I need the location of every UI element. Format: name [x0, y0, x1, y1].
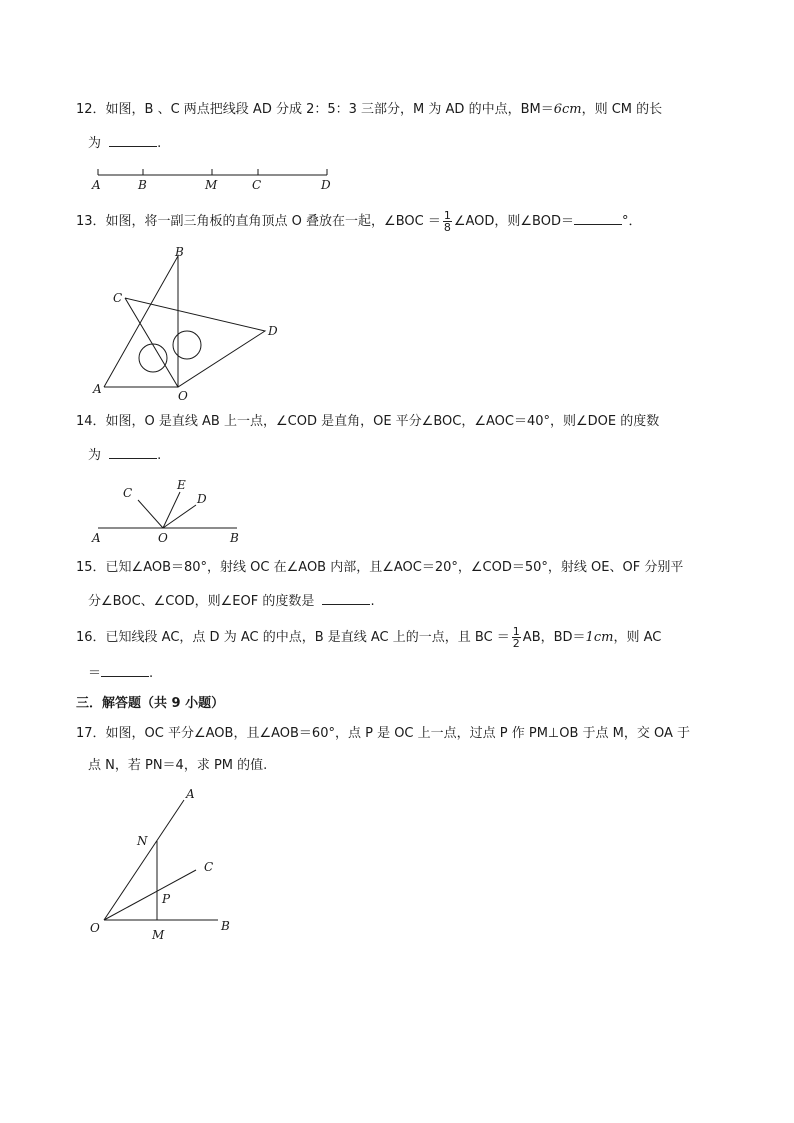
q16-fraction: $\frac{1}{2}$ — [512, 625, 520, 650]
q14-label-o: O — [158, 531, 168, 545]
q14-label-d: D — [197, 492, 207, 506]
q14-label-e: E — [177, 478, 186, 492]
q13-label-d: D — [268, 324, 278, 338]
q17-ray-oa — [104, 800, 184, 920]
q12-label-d: D — [321, 178, 331, 192]
q17-ray-oc — [104, 870, 196, 920]
q12-line1: 12．如图，B 、C 两点把线段 AD 分成 2：5：3 三部分，M 为 AD 的中点，BM＝6cm，则 CM 的长 — [76, 102, 663, 117]
q15-line1: 15．已知∠AOB＝80°，射线 OC 在∠AOB 内部，且∠AOC＝20°，∠COD＝50°，射线 OE、OF 分别平 — [76, 560, 684, 575]
q17-label-a: A — [186, 787, 195, 801]
q12-line2: 为 . — [88, 132, 161, 154]
q13-label-a: A — [93, 382, 102, 396]
q14-label-b: B — [230, 531, 239, 545]
q12-label-a: A — [92, 178, 101, 192]
q17-label-p: P — [162, 892, 171, 906]
q15-line2: 分∠BOC、∠COD，则∠EOF 的度数是 . — [88, 590, 375, 612]
q14-label-a: A — [92, 531, 101, 545]
q17-label-m: M — [152, 928, 165, 942]
q13-label-c: C — [113, 291, 123, 305]
section-heading: 三．解答题（共 9 小题） — [76, 696, 225, 711]
q17-line2: 点 N，若 PN＝4，求 PM 的值. — [88, 758, 268, 773]
q17-label-b: B — [221, 919, 230, 933]
q17-label-n: N — [137, 834, 148, 848]
q12-label-m: M — [205, 178, 218, 192]
q14-line2: 为 . — [88, 444, 161, 466]
q13-line: 13．如图，将一副三角板的直角顶点 O 叠放在一起，∠BOC ＝ $\frac{1}{8}$ ∠AOD，则∠BOD＝ °． — [76, 209, 642, 234]
q12-label-b: B — [138, 178, 147, 192]
q13-label-b: B — [175, 245, 184, 259]
q14-label-c: C — [123, 486, 133, 500]
q12-label-c: C — [252, 178, 262, 192]
q16-line1: 16．已知线段 AC，点 D 为 AC 的中点，B 是直线 AC 上的一点，且 BC ＝ $\frac{1}{2}$ AB，BD＝1cm，则 AC — [76, 625, 662, 650]
q16-line2: ＝ . — [88, 662, 153, 684]
q13-fraction: $\frac{1}{8}$ — [443, 209, 451, 234]
q17-label-o: O — [90, 921, 100, 935]
q14-line1: 14．如图，O 是直线 AB 上一点，∠COD 是直角，OE 平分∠BOC，∠AOC＝40°，则∠DOE 的度数 — [76, 414, 660, 429]
q17-label-c: C — [204, 860, 214, 874]
q13-label-o: O — [178, 389, 188, 403]
q17-line1: 17．如图，OC 平分∠AOB，且∠AOB＝60°，点 P 是 OC 上一点，过点 P 作 PM⊥OB 于点 M，交 OA 于 — [76, 726, 691, 741]
